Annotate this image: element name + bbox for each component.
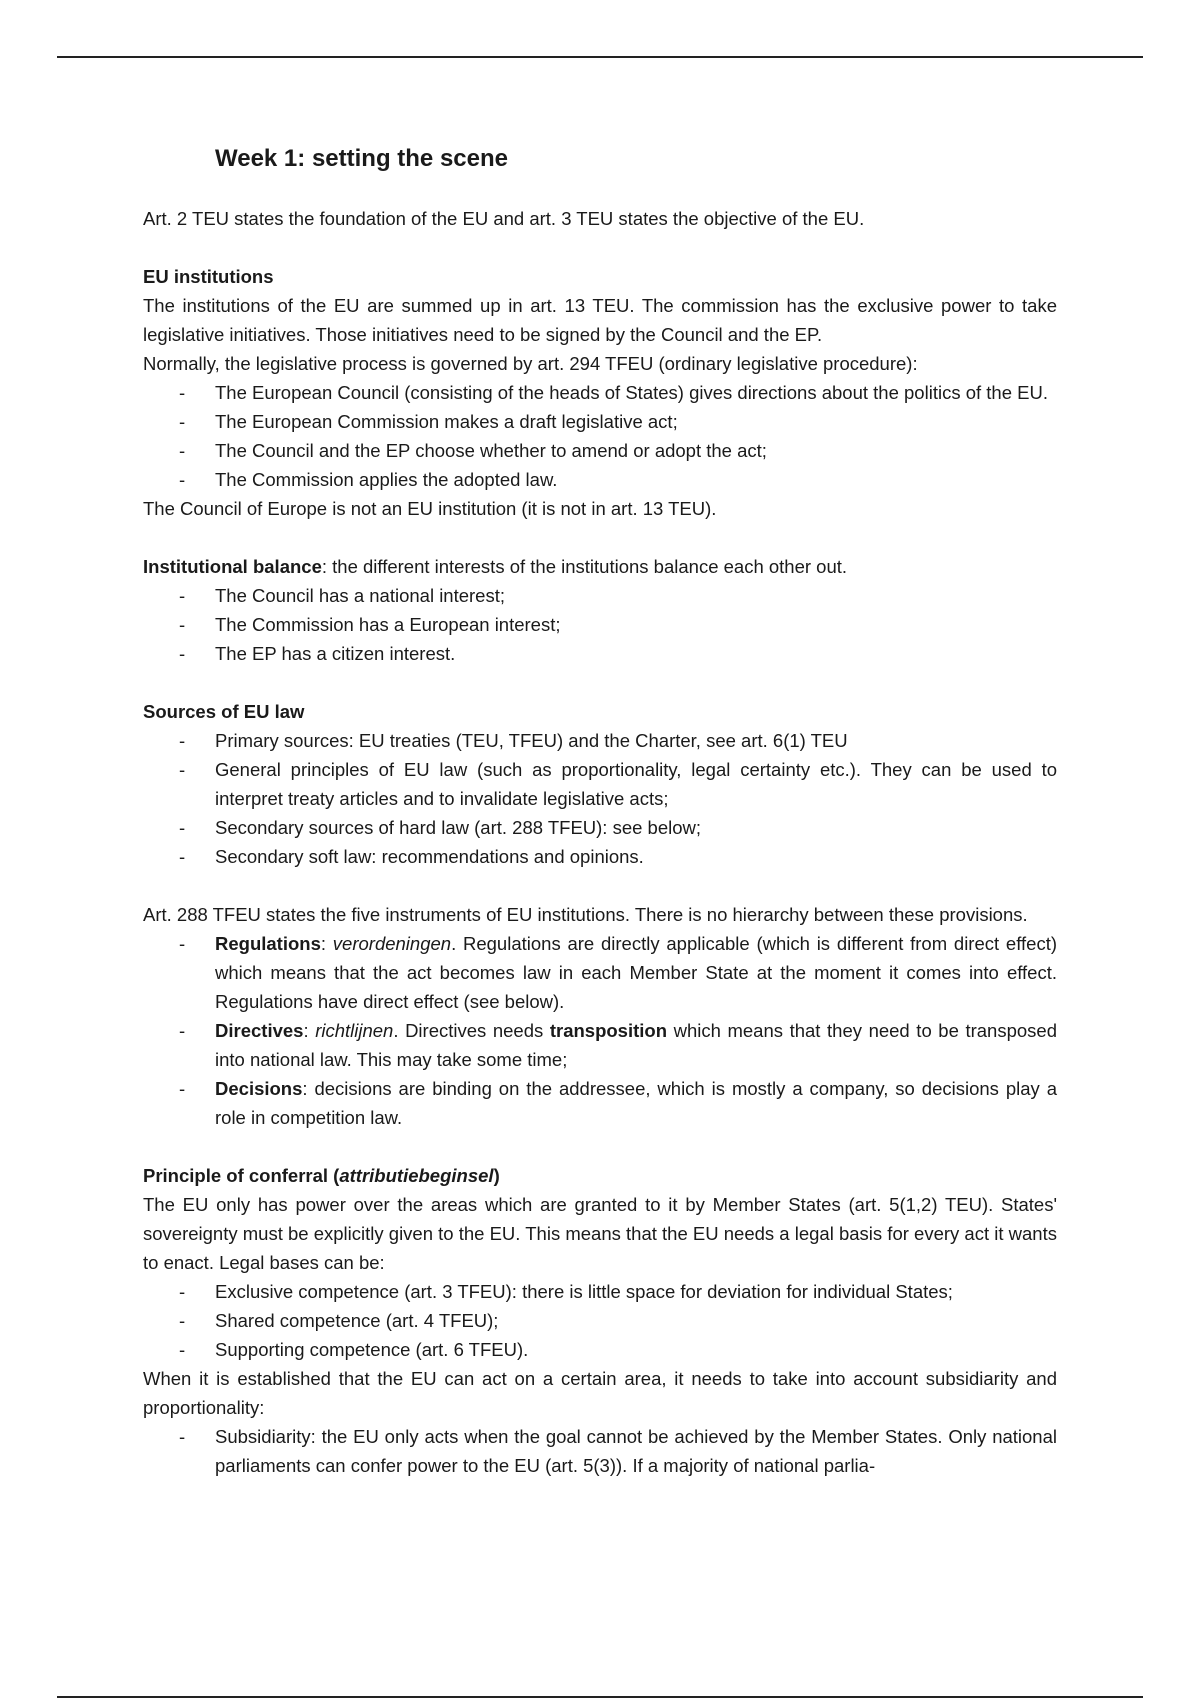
list-item: - The Council and the EP choose whether to amend or adopt the act; <box>215 436 1057 465</box>
regulations-dutch-term: verordeningen <box>332 933 452 954</box>
legislative-process-list <box>143 378 1057 494</box>
regulations-term: Regulations <box>215 933 321 954</box>
institutional-balance-term: Institutional balance <box>143 556 322 577</box>
list-item: - Exclusive competence (art. 3 TFEU): there is little space for deviation for individual States; <box>215 1277 1057 1306</box>
list-item-directives: - Directives: richtlijnen. Directives needs transposition which means that they need to be transposed into national law. This may take some time; <box>215 1016 1057 1074</box>
decisions-term: Decisions <box>215 1078 303 1099</box>
list-item: - Shared competence (art. 4 TFEU); <box>215 1306 1057 1335</box>
list-item: - General principles of EU law (such as proportionality, legal certainty etc.). They can be used to interpret treaty articles and to invalidate legislative acts; <box>215 755 1057 813</box>
header-rule <box>57 56 1143 58</box>
instruments-list <box>143 929 1057 1132</box>
footer-rule <box>57 1696 1143 1698</box>
sources-list <box>143 726 1057 871</box>
conferral-paragraph-1: The EU only has power over the areas which are granted to it by Member States (art. 5(1,2) TEU). States' sovereignty must be explicitly given to the EU. This means that the EU needs a legal basis for every act it wants to enact. Legal bases can be: <box>143 1194 1057 1273</box>
list-item-decisions: - Decisions: decisions are binding on the addressee, which is mostly a company, so decisions play a role in competition law. <box>215 1074 1057 1132</box>
list-item: - Secondary sources of hard law (art. 288 TFEU): see below; <box>215 813 1057 842</box>
list-item-regulations: - Regulations: verordeningen. Regulations are directly applicable (which is different from direct effect) which means that the act becomes law in each Member State at the moment it comes into effect. Regulations have direct effect (see below). <box>215 929 1057 1016</box>
directives-dutch-term: richtlijnen <box>315 1020 394 1041</box>
list-item: - The Commission applies the adopted law. <box>215 465 1057 494</box>
subsidiarity-list <box>143 1422 1057 1480</box>
list-item: - The Commission has a European interest; <box>215 610 1057 639</box>
institutions-paragraph-3: The Council of Europe is not an EU institution (it is not in art. 13 TEU). <box>143 498 717 519</box>
list-item: - Secondary soft law: recommendations and opinions. <box>215 842 1057 871</box>
list-item: - The Council has a national interest; <box>215 581 1057 610</box>
directives-term: Directives <box>215 1020 304 1041</box>
list-item: - The European Council (consisting of the heads of States) gives directions about the politics of the EU. <box>215 378 1057 407</box>
intro-paragraph: Art. 2 TEU states the foundation of the EU and art. 3 TEU states the objective of the EU. <box>143 208 865 229</box>
list-item: - The European Commission makes a draft legislative act; <box>215 407 1057 436</box>
section-heading-conferral: Principle of conferral (attributiebeginsel) <box>143 1165 500 1186</box>
competence-list <box>143 1277 1057 1364</box>
section-heading-institutions: EU institutions <box>143 266 274 287</box>
section-heading-sources: Sources of EU law <box>143 701 305 722</box>
list-item: - Subsidiarity: the EU only acts when the goal cannot be achieved by the Member States. Only national parliaments can confer power to the EU (art. 5(3)). If a majority of national parlia- <box>215 1422 1057 1480</box>
art288-paragraph: Art. 288 TFEU states the five instruments of EU institutions. There is no hierarchy between these provisions. <box>143 904 1028 925</box>
conferral-dutch-term: attributiebeginsel <box>339 1165 494 1186</box>
transposition-keyword: transposition <box>549 1020 668 1041</box>
list-item: - Primary sources: EU treaties (TEU, TFEU) and the Charter, see art. 6(1) TEU <box>215 726 1057 755</box>
list-item: - Supporting competence (art. 6 TFEU). <box>215 1335 1057 1364</box>
institutions-paragraph-1: The institutions of the EU are summed up in art. 13 TEU. The commission has the exclusive power to take legislative initiatives. Those initiatives need to be signed by the Council and the EP. <box>143 295 1057 345</box>
document-page <box>143 140 1057 1480</box>
conferral-paragraph-2: When it is established that the EU can act on a certain area, it needs to take into account subsidiarity and proportionality: <box>143 1368 1057 1418</box>
list-item: - The EP has a citizen interest. <box>215 639 1057 668</box>
institutional-balance-text: : the different interests of the institutions balance each other out. <box>321 556 848 577</box>
page-title: Week 1: setting the scene <box>215 145 508 172</box>
interests-list <box>143 581 1057 668</box>
institutional-balance-paragraph <box>143 552 1057 581</box>
institutions-paragraph-2: Normally, the legislative process is governed by art. 294 TFEU (ordinary legislative procedure): <box>143 353 918 374</box>
